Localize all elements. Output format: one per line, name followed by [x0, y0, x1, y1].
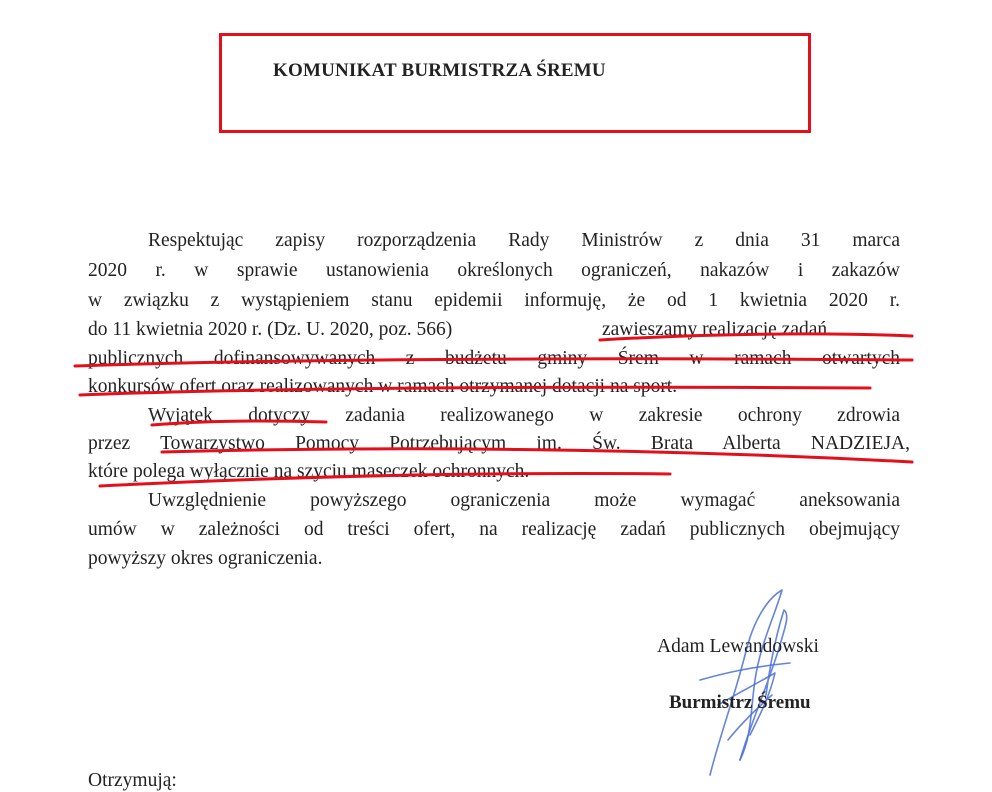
- recipients-label: Otrzymują:: [88, 770, 177, 791]
- body-line-4b: zawieszamy realizację zadań: [602, 319, 828, 340]
- document-title: KOMUNIKAT BURMISTRZA ŚREMU: [273, 60, 606, 81]
- body-line-1: Respektując zapisy rozporządzenia Rady Ministrów z dnia 31 marca: [148, 230, 900, 251]
- body-line-3: w związku z wystąpieniem stanu epidemii informuję, że od 1 kwietnia 2020 r.: [88, 290, 900, 311]
- body-line-11: umów w zależności od treści ofert, na realizację zadań publicznych obejmujący: [88, 519, 900, 540]
- signatory-name: Adam Lewandowski: [657, 636, 819, 657]
- body-line-5: publicznych dofinansowywanych z budżetu gminy Śrem w ramach otwartych: [88, 348, 900, 369]
- title-highlight-box: [219, 33, 811, 133]
- body-line-4a: do 11 kwietnia 2020 r. (Dz. U. 2020, poz. 566): [88, 319, 453, 340]
- body-line-2: 2020 r. w sprawie ustanowienia określonych ograniczeń, nakazów i zakazów: [88, 260, 900, 281]
- body-line-7: Wyjątek dotyczy zadania realizowanego w zakresie ochrony zdrowia: [148, 405, 900, 426]
- body-line-12: powyższy okres ograniczenia.: [88, 548, 323, 569]
- body-line-9: które polega wyłącznie na szyciu maseczek ochronnych.: [88, 461, 530, 482]
- handwritten-signature: [680, 585, 810, 785]
- signatory-role: Burmistrz Śremu: [669, 692, 811, 713]
- body-line-10: Uwzględnienie powyższego ograniczenia może wymagać aneksowania: [148, 490, 900, 511]
- body-line-8: przez Towarzystwo Pomocy Potrzebującym im. Św. Brata Alberta NADZIEJA,: [88, 433, 910, 454]
- body-line-6: konkursów ofert oraz realizowanych w ramach otrzymanej dotacji na sport.: [88, 376, 678, 397]
